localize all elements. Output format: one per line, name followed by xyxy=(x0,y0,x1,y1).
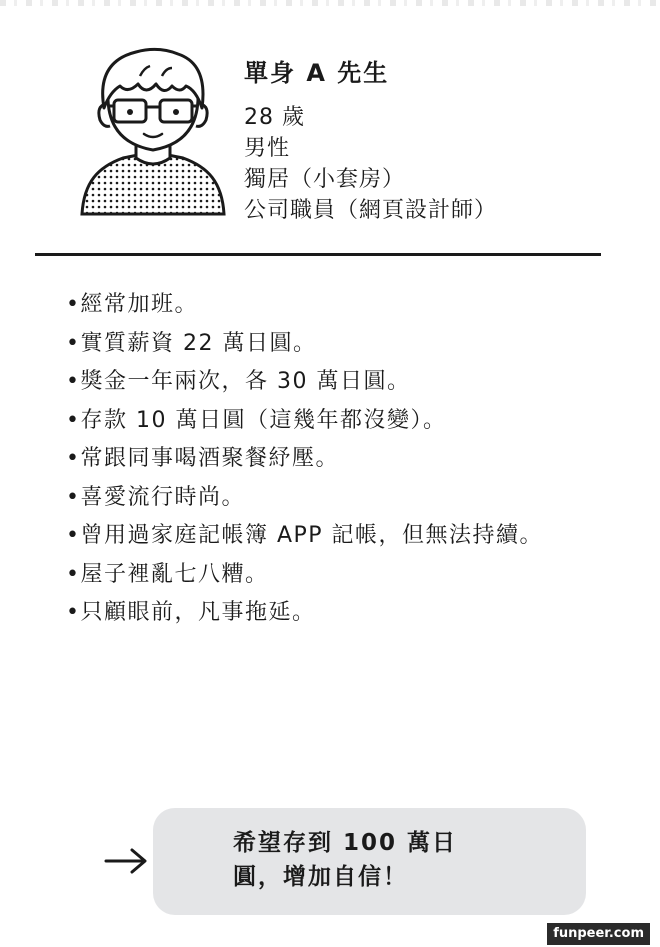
top-texture-strip xyxy=(0,0,660,6)
trait-item: •曾用過家庭記帳簿 APP 記帳，但無法持續。 xyxy=(66,523,544,548)
profile-block xyxy=(244,58,497,226)
profile-living: 獨居（小套房） xyxy=(244,167,406,192)
trait-item: •屋子裡亂七八糟。 xyxy=(66,561,269,587)
trait-item: •經常加班。 xyxy=(66,292,198,317)
profile-gender: 男性 xyxy=(244,136,291,161)
person-with-glasses-icon xyxy=(78,42,228,222)
watermark: funpeer.com xyxy=(547,923,650,945)
goal-line-1: 希望存到 100 萬日 xyxy=(233,830,458,856)
trait-item: •喜愛流行時尚。 xyxy=(66,484,245,510)
profile-job: 公司職員（網頁設計師） xyxy=(244,198,498,223)
trait-item: •獎金一年兩次，各 30 萬日圓。 xyxy=(66,369,411,394)
goal-line-2: 圓，增加自信！ xyxy=(233,864,408,890)
trait-item: •存款 10 萬日圓（這幾年都沒變）。 xyxy=(66,407,447,433)
trait-item: •只顧眼前，凡事拖延。 xyxy=(66,600,316,625)
right-arrow-icon xyxy=(104,846,150,876)
goal-callout xyxy=(153,808,586,915)
profile-age: 28 歲 xyxy=(244,105,305,130)
trait-item: •實質薪資 22 萬日圓。 xyxy=(66,330,317,356)
goal-text xyxy=(233,826,457,894)
section-divider xyxy=(35,253,601,256)
trait-list xyxy=(66,286,543,633)
profile-name: 單身 A 先生 xyxy=(244,59,390,87)
trait-item: •常跟同事喝酒聚餐紓壓。 xyxy=(66,446,339,471)
